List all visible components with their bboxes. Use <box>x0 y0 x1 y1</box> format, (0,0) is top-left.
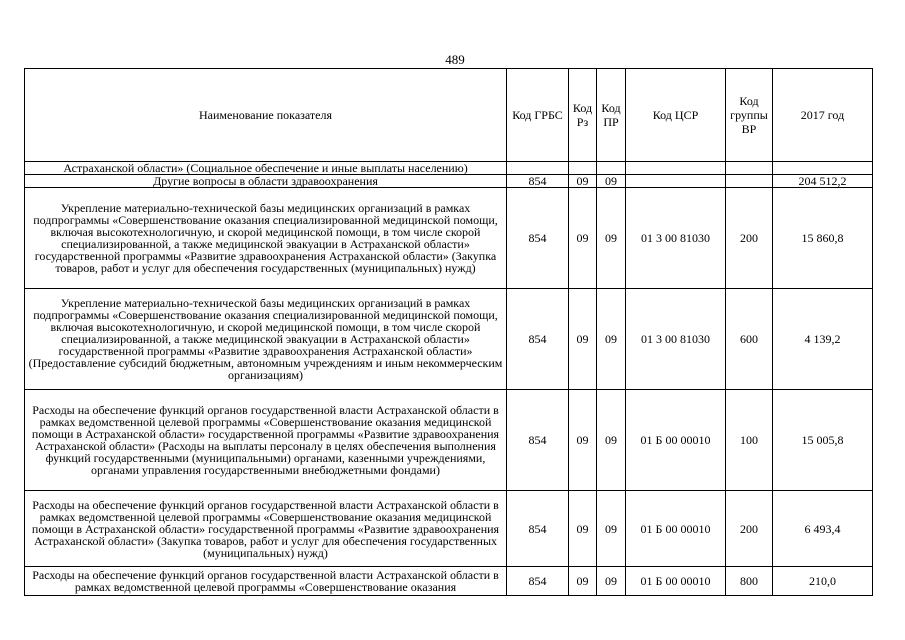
row-name: Расходы на обеспечение функций органов государственной власти Астраханской области в рамках ведомственной целевой программы «Совершенствование оказания <box>25 567 507 596</box>
table-header-row <box>25 69 873 162</box>
row-name: Укрепление материально-технической базы медицинских организаций в рамках подпрограммы «Совершенствование оказания специализированной медицинской помощи, включая высокотехнологичную, и скорой медицинской помощи, в том числе скорой специализированной, а также медицинской эвакуации в Астраханской области» государственной программы «Развитие здравоохранения Астраханской области» (Предоставление субсидий бюджетным, автономным учреждениям и иным некоммерческим организациям) <box>25 289 507 390</box>
row-vr: 100 <box>726 390 773 491</box>
row-name: Астраханской области» (Социальное обеспечение и иные выплаты населению) <box>25 162 507 175</box>
row-rz: 09 <box>569 188 597 289</box>
table-row <box>25 289 873 390</box>
row-grbs: 854 <box>507 567 569 596</box>
row-vr: 600 <box>726 289 773 390</box>
header-rz: Код Рз <box>569 69 597 162</box>
header-name: Наименование показателя <box>25 69 507 162</box>
page-number: 489 <box>445 52 465 67</box>
header-pr: Код ПР <box>597 69 626 162</box>
row-name: Другие вопросы в области здравоохранения <box>25 175 507 188</box>
table-row <box>25 162 873 175</box>
row-amount: 4 139,2 <box>773 289 873 390</box>
row-amount: 210,0 <box>773 567 873 596</box>
table-row <box>25 175 873 188</box>
row-grbs <box>507 162 569 175</box>
row-csr: 01 3 00 81030 <box>626 188 726 289</box>
row-grbs: 854 <box>507 390 569 491</box>
row-rz: 09 <box>569 567 597 596</box>
row-csr: 01 Б 00 00010 <box>626 390 726 491</box>
row-grbs: 854 <box>507 175 569 188</box>
row-name: Расходы на обеспечение функций органов государственной власти Астраханской области в рамках ведомственной целевой программы «Совершенствование оказания медицинской помощи в Астраханской области» государственной программы «Развитие здравоохранения Астраханской области» (Расходы на выплаты персоналу в целях обеспечения выполнения функций государственными (муниципальными) органами, казенными учреждениями, органами управления государственными внебюджетными фондами) <box>25 390 507 491</box>
row-csr: 01 3 00 81030 <box>626 289 726 390</box>
row-amount: 204 512,2 <box>773 175 873 188</box>
row-amount <box>773 162 873 175</box>
header-year: 2017 год <box>773 69 873 162</box>
row-name: Укрепление материально-технической базы медицинских организаций в рамках подпрограммы «Совершенствование оказания специализированной медицинской помощи, включая высокотехнологичную, и скорой медицинской помощи, в том числе скорой специализированной, а также медицинской эвакуации в Астраханской области» государственной программы «Развитие здравоохранения Астраханской области» (Закупка товаров, работ и услуг для обеспечения государственных (муниципальных) нужд) <box>25 188 507 289</box>
table-row <box>25 491 873 567</box>
row-name: Расходы на обеспечение функций органов государственной власти Астраханской области в рамках ведомственной целевой программы «Совершенствование оказания медицинской помощи в Астраханской области» государственной программы «Развитие здравоохранения Астраханской области» (Закупка товаров, работ и услуг для обеспечения государственных (муниципальных) нужд) <box>25 491 507 567</box>
row-vr: 200 <box>726 188 773 289</box>
row-pr: 09 <box>597 567 626 596</box>
row-grbs: 854 <box>507 188 569 289</box>
row-grbs: 854 <box>507 289 569 390</box>
row-rz: 09 <box>569 289 597 390</box>
header-vr: Код группы ВР <box>726 69 773 162</box>
header-grbs: Код ГРБС <box>507 69 569 162</box>
row-grbs: 854 <box>507 491 569 567</box>
row-pr <box>597 162 626 175</box>
row-amount: 15 005,8 <box>773 390 873 491</box>
header-csr: Код ЦСР <box>626 69 726 162</box>
row-csr <box>626 162 726 175</box>
row-vr <box>726 162 773 175</box>
row-rz: 09 <box>569 491 597 567</box>
row-pr: 09 <box>597 390 626 491</box>
row-pr: 09 <box>597 289 626 390</box>
row-amount: 6 493,4 <box>773 491 873 567</box>
row-rz <box>569 162 597 175</box>
table-row <box>25 390 873 491</box>
row-vr: 200 <box>726 491 773 567</box>
row-csr: 01 Б 00 00010 <box>626 491 726 567</box>
budget-table <box>24 68 873 596</box>
row-csr: 01 Б 00 00010 <box>626 567 726 596</box>
table-row <box>25 188 873 289</box>
row-vr: 800 <box>726 567 773 596</box>
row-rz: 09 <box>569 175 597 188</box>
row-rz: 09 <box>569 390 597 491</box>
row-pr: 09 <box>597 175 626 188</box>
row-csr <box>626 175 726 188</box>
row-pr: 09 <box>597 491 626 567</box>
row-pr: 09 <box>597 188 626 289</box>
row-vr <box>726 175 773 188</box>
table-row <box>25 567 873 596</box>
row-amount: 15 860,8 <box>773 188 873 289</box>
